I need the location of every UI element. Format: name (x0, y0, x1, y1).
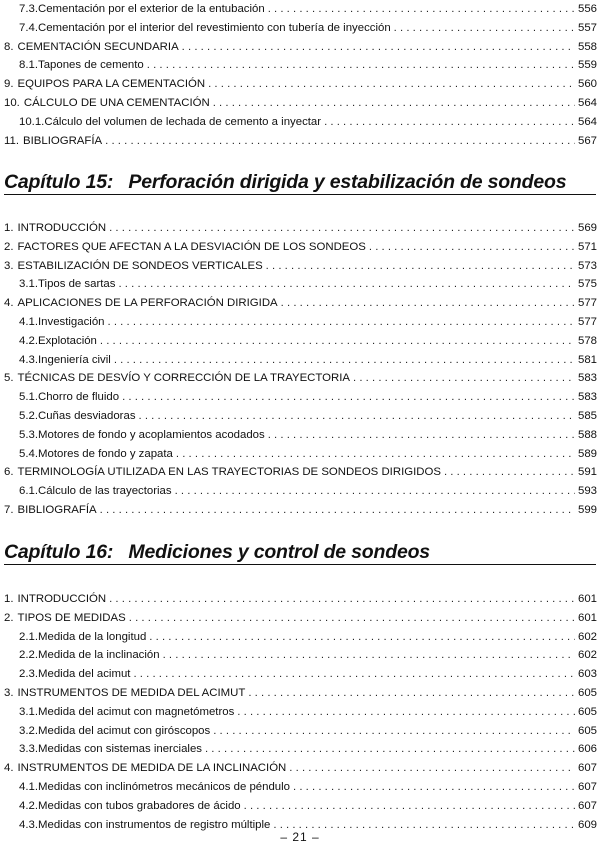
toc-entry-number: 6.1. (19, 485, 38, 498)
chapter-16-title: Mediciones y control de sondeos (128, 541, 430, 563)
toc-entry-number: 3.1. (19, 705, 38, 718)
toc-entry-page: 601 (577, 593, 597, 605)
toc-entry-page: 609 (577, 818, 597, 831)
toc-entry-page: 605 (577, 705, 597, 718)
toc-entry (0, 609, 600, 628)
toc-dot-leader (149, 628, 575, 647)
toc-entry (0, 426, 600, 445)
toc-entry (0, 369, 600, 388)
toc-entry-number: 10.1. (19, 115, 45, 128)
toc-entry-page: 569 (577, 222, 597, 234)
toc-entry (0, 463, 600, 482)
toc-entry-number: 5.1. (19, 391, 38, 404)
toc-entry (0, 797, 600, 816)
toc-entry-number: 9. (4, 78, 14, 91)
toc-entry (0, 19, 600, 38)
toc-top-section (0, 0, 600, 150)
toc-entry (0, 740, 600, 759)
toc-entry-number: 2. (4, 611, 14, 624)
toc-entry-number: 5.2. (19, 409, 38, 422)
toc-entry-number: 5.3. (19, 428, 38, 441)
toc-entry-page: 575 (577, 278, 597, 291)
toc-entry-page: 564 (577, 96, 597, 109)
toc-entry (0, 684, 600, 703)
toc-entry-title: CEMENTACIÓN SECUNDARIA (17, 40, 179, 53)
toc-entry-number: 3.1. (19, 278, 38, 291)
toc-dot-leader (237, 703, 575, 722)
toc-dot-leader (353, 369, 575, 388)
toc-entry-page: 557 (577, 21, 597, 34)
toc-entry-page: 599 (577, 503, 597, 516)
chapter-16-toc (0, 590, 600, 834)
toc-entry-number: 11. (4, 134, 19, 147)
toc-entry-page: 605 (577, 724, 597, 737)
toc-entry-title: Ingeniería civil (38, 353, 111, 366)
toc-entry-title: FACTORES QUE AFECTAN A LA DESVIACIÓN DE LOS SONDEOS (17, 240, 366, 253)
toc-dot-leader (293, 778, 575, 797)
toc-entry-title: Medidas con instrumentos de registro múltiple (38, 818, 271, 831)
toc-dot-leader (122, 388, 575, 407)
toc-entry-page: 559 (577, 59, 597, 72)
chapter-15-heading (4, 170, 596, 195)
toc-entry (0, 388, 600, 407)
toc-entry (0, 703, 600, 722)
toc-dot-leader (176, 445, 575, 464)
toc-entry-title: Medida de la longitud (38, 630, 147, 643)
toc-entry (0, 275, 600, 294)
chapter-15-title: Perforación dirigida y estabilización de sondeos (128, 171, 567, 193)
toc-dot-leader (266, 257, 575, 276)
toc-entry (0, 759, 600, 778)
toc-entry-page: 593 (577, 485, 597, 498)
toc-entry-title: Medida de la inclinación (38, 649, 160, 662)
toc-dot-leader (324, 113, 575, 132)
toc-dot-leader (163, 646, 575, 665)
toc-entry-title: Cálculo de las trayectorias (38, 485, 172, 498)
toc-entry-number: 6. (4, 466, 14, 479)
toc-entry-number: 1. (4, 593, 14, 605)
toc-dot-leader (213, 94, 575, 113)
toc-entry (0, 722, 600, 741)
toc-entry-number: 4. (4, 297, 14, 310)
toc-entry-page: 556 (577, 3, 597, 15)
toc-entry-title: INSTRUMENTOS DE MEDIDA DEL ACIMUT (17, 686, 246, 699)
toc-entry-page: 589 (577, 447, 597, 460)
toc-entry (0, 351, 600, 370)
toc-dot-leader (139, 407, 575, 426)
toc-entry (0, 75, 600, 94)
chapter-16-label: Capítulo 16: (4, 541, 114, 563)
toc-entry-title: Investigación (38, 315, 105, 328)
toc-entry-page: 607 (577, 780, 597, 793)
toc-entry-number: 2. (4, 240, 14, 253)
toc-entry-page: 564 (577, 115, 597, 128)
toc-entry-title: INSTRUMENTOS DE MEDIDA DE LA INCLINACIÓN (17, 762, 287, 775)
toc-entry-number: 5. (4, 372, 14, 385)
toc-dot-leader (268, 0, 575, 19)
toc-entry (0, 445, 600, 464)
toc-entry-number: 2.1. (19, 630, 38, 643)
toc-entry-number: 4.3. (19, 353, 38, 366)
toc-entry-number: 4.2. (19, 334, 38, 347)
toc-entry-number: 3. (4, 259, 14, 272)
toc-entry (0, 113, 600, 132)
toc-entry-number: 7.4. (19, 21, 38, 34)
toc-entry-page: 585 (577, 409, 597, 422)
toc-entry-number: 4.2. (19, 799, 38, 812)
toc-entry (0, 94, 600, 113)
toc-entry-number: 4. (4, 762, 14, 775)
toc-entry-number: 10. (4, 96, 20, 109)
toc-entry (0, 0, 600, 19)
toc-entry-number: 4.1. (19, 780, 38, 793)
toc-entry-number: 2.3. (19, 668, 38, 681)
toc-dot-leader (100, 501, 575, 520)
toc-dot-leader (444, 463, 575, 482)
toc-entry-number: 8. (4, 40, 14, 53)
toc-entry-number: 4.3. (19, 818, 38, 831)
toc-entry-page: 583 (577, 391, 597, 404)
toc-entry-title: Cementación por el interior del revestimiento con tubería de inyección (38, 21, 391, 34)
toc-entry-number: 1. (4, 222, 14, 234)
toc-entry-number: 4.1. (19, 315, 38, 328)
toc-dot-leader (108, 313, 575, 332)
toc-dot-leader (133, 665, 575, 684)
toc-entry-title: Medida del acimut con giróscopos (38, 724, 211, 737)
toc-dot-leader (147, 56, 575, 75)
toc-entry-page: 603 (577, 668, 597, 681)
toc-entry-title: Medidas con inclinómetros mecánicos de péndulo (38, 780, 291, 793)
toc-entry (0, 407, 600, 426)
toc-entry (0, 332, 600, 351)
toc-entry-title: CÁLCULO DE UNA CEMENTACIÓN (23, 96, 210, 109)
toc-entry (0, 294, 600, 313)
toc-entry-page: 577 (577, 315, 597, 328)
toc-entry-title: Medida del acimut (38, 668, 131, 681)
toc-entry-number: 3. (4, 686, 14, 699)
toc-entry-title: TÉCNICAS DE DESVÍO Y CORRECCIÓN DE LA TRAYECTORIA (17, 372, 351, 385)
toc-entry-title: Cálculo del volumen de lechada de cemento a inyectar (44, 115, 322, 128)
toc-entry-title: APLICACIONES DE LA PERFORACIÓN DIRIGIDA (17, 297, 278, 310)
toc-entry-number: 2.2. (19, 649, 38, 662)
toc-entry-number: 5.4. (19, 447, 38, 460)
toc-entry-number: 3.3. (19, 743, 38, 756)
toc-entry-page: 573 (577, 259, 597, 272)
toc-entry-title: INTRODUCCIÓN (17, 222, 107, 234)
toc-entry-page: 560 (577, 78, 597, 91)
toc-entry (0, 257, 600, 276)
toc-entry (0, 628, 600, 647)
toc-entry-page: 591 (577, 466, 597, 479)
toc-entry-page: 581 (577, 353, 597, 366)
toc-dot-leader (248, 684, 575, 703)
toc-entry-title: ESTABILIZACIÓN DE SONDEOS VERTICALES (17, 259, 263, 272)
toc-dot-leader (129, 609, 575, 628)
toc-dot-leader (205, 740, 575, 759)
chapter-15-toc (0, 219, 600, 520)
toc-entry (0, 313, 600, 332)
toc-entry-title: Cuñas desviadoras (38, 409, 136, 422)
toc-dot-leader (268, 426, 575, 445)
toc-entry (0, 56, 600, 75)
toc-entry-page: 602 (577, 630, 597, 643)
toc-entry-title: Chorro de fluido (38, 391, 120, 404)
toc-dot-leader (289, 759, 575, 778)
toc-entry-title: Motores de fondo y acoplamientos acodados (38, 428, 265, 441)
toc-dot-leader (175, 482, 575, 501)
toc-dot-leader (281, 294, 575, 313)
toc-entry-page: 607 (577, 799, 597, 812)
toc-entry (0, 219, 600, 238)
toc-dot-leader (394, 19, 575, 38)
toc-dot-leader (213, 722, 575, 741)
toc-entry (0, 646, 600, 665)
toc-entry (0, 132, 600, 151)
toc-entry-page: 588 (577, 428, 597, 441)
toc-entry (0, 590, 600, 609)
toc-entry-title: Medidas con sistemas inerciales (38, 743, 202, 756)
toc-entry-title: INTRODUCCIÓN (17, 593, 107, 605)
toc-dot-leader (114, 351, 575, 370)
toc-entry-page: 567 (577, 134, 597, 147)
toc-entry-page: 578 (577, 334, 597, 347)
toc-entry-page: 606 (577, 743, 597, 756)
toc-entry-number: 7. (4, 503, 14, 516)
toc-entry-page: 607 (577, 762, 597, 775)
toc-entry-title: Medida del acimut con magnetómetros (38, 705, 235, 718)
toc-dot-leader (100, 332, 575, 351)
toc-entry-title: Tapones de cemento (38, 59, 144, 72)
toc-entry-title: BIBLIOGRAFÍA (23, 134, 103, 147)
toc-entry-title: Medidas con tubos grabadores de ácido (38, 799, 241, 812)
toc-entry-title: Explotación (38, 334, 97, 347)
chapter-15-label: Capítulo 15: (4, 171, 114, 193)
toc-entry-title: EQUIPOS PARA LA CEMENTACIÓN (17, 78, 206, 91)
toc-dot-leader (109, 590, 575, 609)
toc-dot-leader (208, 75, 575, 94)
toc-entry-page: 583 (577, 372, 597, 385)
toc-entry-title: Motores de fondo y zapata (38, 447, 173, 460)
toc-entry-number: 3.2. (19, 724, 38, 737)
toc-entry-title: Tipos de sartas (38, 278, 116, 291)
toc-entry (0, 238, 600, 257)
toc-entry-page: 577 (577, 297, 597, 310)
toc-entry-page: 571 (577, 240, 597, 253)
toc-dot-leader (369, 238, 575, 257)
toc-entry (0, 38, 600, 57)
toc-entry-page: 558 (577, 40, 597, 53)
toc-dot-leader (244, 797, 575, 816)
toc-dot-leader (118, 275, 575, 294)
toc-dot-leader (109, 219, 575, 238)
toc-dot-leader (182, 38, 575, 57)
toc-entry-title: BIBLIOGRAFÍA (17, 503, 97, 516)
toc-entry (0, 501, 600, 520)
toc-entry-page: 602 (577, 649, 597, 662)
toc-entry-page: 601 (577, 611, 597, 624)
toc-entry (0, 778, 600, 797)
toc-entry-title: TERMINOLOGÍA UTILIZADA EN LAS TRAYECTORIAS DE SONDEOS DIRIGIDOS (17, 466, 441, 479)
chapter-16-heading (4, 540, 596, 565)
toc-entry-title: Cementación por el exterior de la entubación (38, 3, 265, 15)
toc-entry (0, 482, 600, 501)
toc-dot-leader (105, 132, 575, 151)
toc-entry-title: TIPOS DE MEDIDAS (17, 611, 126, 624)
toc-entry-page: 605 (577, 686, 597, 699)
toc-entry-number: 8.1. (19, 59, 38, 72)
toc-entry (0, 665, 600, 684)
page-number: – 21 – (280, 830, 320, 844)
toc-entry-number: 7.3. (19, 3, 38, 15)
